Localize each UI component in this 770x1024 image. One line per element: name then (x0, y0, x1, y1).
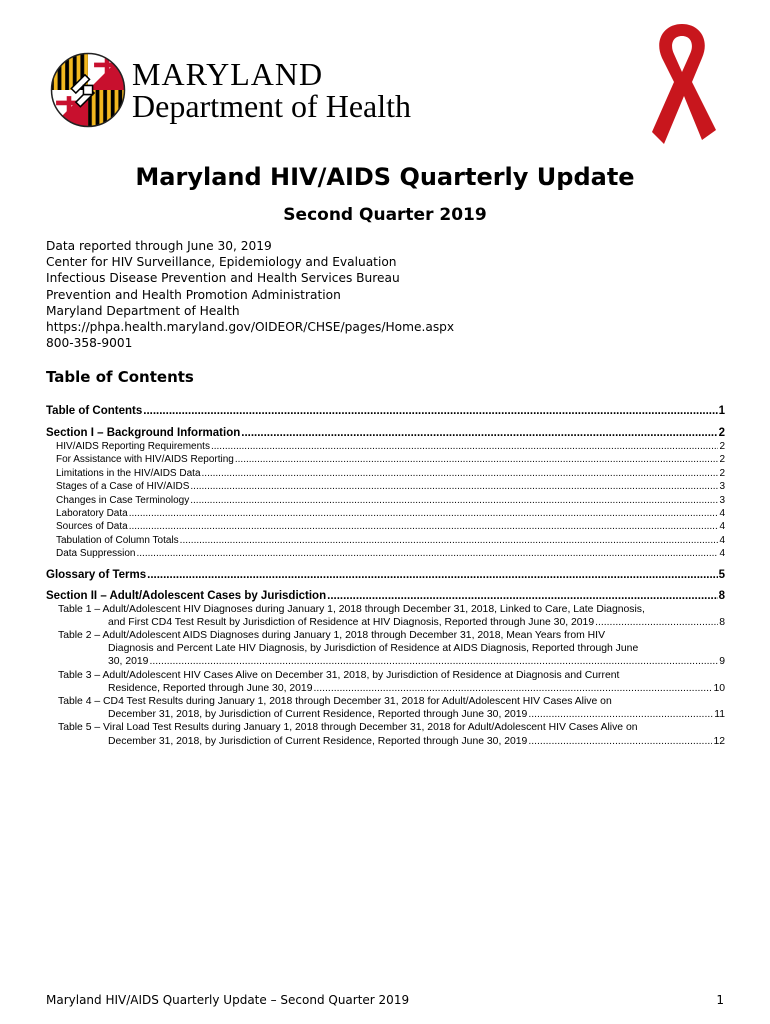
toc-subentry[interactable]: Limitations in the HIV/AIDS Data ..... 2 (46, 467, 725, 480)
toc-subentry[interactable]: HIV/AIDS Reporting Requirements ..... 2 (46, 440, 725, 453)
footer-text: Maryland HIV/AIDS Quarterly Update – Second Quarter 2019 (46, 993, 410, 1007)
red-awareness-ribbon-icon (640, 20, 724, 148)
toc-table-entry-3[interactable]: Table 3 – Adult/Adolescent HIV Cases Alive on December 31, 2018, by Jurisdiction of Residence at Diagnosis and Current Residence, Reported through June 30, 2019 ..... 10 (46, 669, 725, 695)
page-title: Maryland HIV/AIDS Quarterly Update (135, 163, 635, 191)
toc-heading: Table of Contents (46, 368, 194, 386)
toc-subentry[interactable]: Tabulation of Column Totals ..... 4 (46, 534, 725, 547)
info-phone: 800-358-9001 (46, 336, 133, 351)
toc-subentry[interactable]: Data Suppression ..... 4 (46, 547, 725, 560)
toc-entry-table-of-contents[interactable]: Table of Contents ..... 1 (46, 404, 725, 418)
brand-name: MARYLAND (132, 56, 324, 92)
toc-subentry[interactable]: Stages of a Case of HIV/AIDS ..... 3 (46, 480, 725, 493)
toc-entry-section-1[interactable]: Section I – Background Information ..... 2 (46, 426, 725, 440)
toc-entry-section-2[interactable]: Section II – Adult/Adolescent Cases by Jurisdiction ..... 8 (46, 589, 725, 603)
page-subtitle: Second Quarter 2019 (283, 205, 487, 225)
table-of-contents (46, 404, 725, 748)
toc-table-entry-5[interactable]: Table 5 – Viral Load Test Results during January 1, 2018 through December 31, 2018 for Adult/Adolescent HIV Cases Alive on December 31, 2018, by Jurisdiction of Current Residence, Reported through June 30, 2019 ..... 12 (46, 721, 725, 747)
footer-page-number: 1 (716, 993, 724, 1007)
info-line: Prevention and Health Promotion Administration (46, 287, 341, 302)
brand-department: Department of Health (132, 88, 411, 124)
toc-subentry[interactable]: Sources of Data ..... 4 (46, 520, 725, 533)
contact-info (46, 238, 454, 351)
toc-entry-glossary[interactable]: Glossary of Terms ..... 5 (46, 568, 725, 582)
maryland-flag-seal-icon (50, 52, 126, 128)
toc-subentry[interactable]: For Assistance with HIV/AIDS Reporting ..... 2 (46, 453, 725, 466)
toc-table-entry-4[interactable]: Table 4 – CD4 Test Results during January 1, 2018 through December 31, 2018 for Adult/Adolescent HIV Cases Alive on December 31, 2018, by Jurisdiction of Current Residence, Reported through June 30, 2019 ..... 11 (46, 695, 725, 721)
info-line: Data reported through June 30, 2019 (46, 239, 272, 253)
toc-table-entry-2[interactable]: Table 2 – Adult/Adolescent AIDS Diagnoses during January 1, 2018 through December 31, 2018, Mean Years from HIV Diagnosis and Percent Late HIV Diagnosis, by Jurisdiction of Residence at AIDS Diagnosis, Reported through June 30, 2019 ..... 9 (46, 629, 725, 669)
info-line: Infectious Disease Prevention and Health Services Bureau (46, 271, 400, 286)
toc-subentry[interactable]: Changes in Case Terminology ..... 3 (46, 494, 725, 507)
info-line: Center for HIV Surveillance, Epidemiology and Evaluation (46, 255, 397, 270)
info-line: Maryland Department of Health (46, 303, 240, 318)
toc-table-entry-1[interactable]: Table 1 – Adult/Adolescent HIV Diagnoses during January 1, 2018 through December 31, 2018, Linked to Care, Late Diagnosis, and First CD4 Test Result by Jurisdiction of Residence at HIV Diagnosis, Reported through June 30, 2019 ..... 8 (46, 603, 725, 629)
info-url[interactable]: https://phpa.health.maryland.gov/OIDEOR/CHSE/pages/Home.aspx (46, 320, 455, 335)
toc-subentry[interactable]: Laboratory Data ..... 4 (46, 507, 725, 520)
